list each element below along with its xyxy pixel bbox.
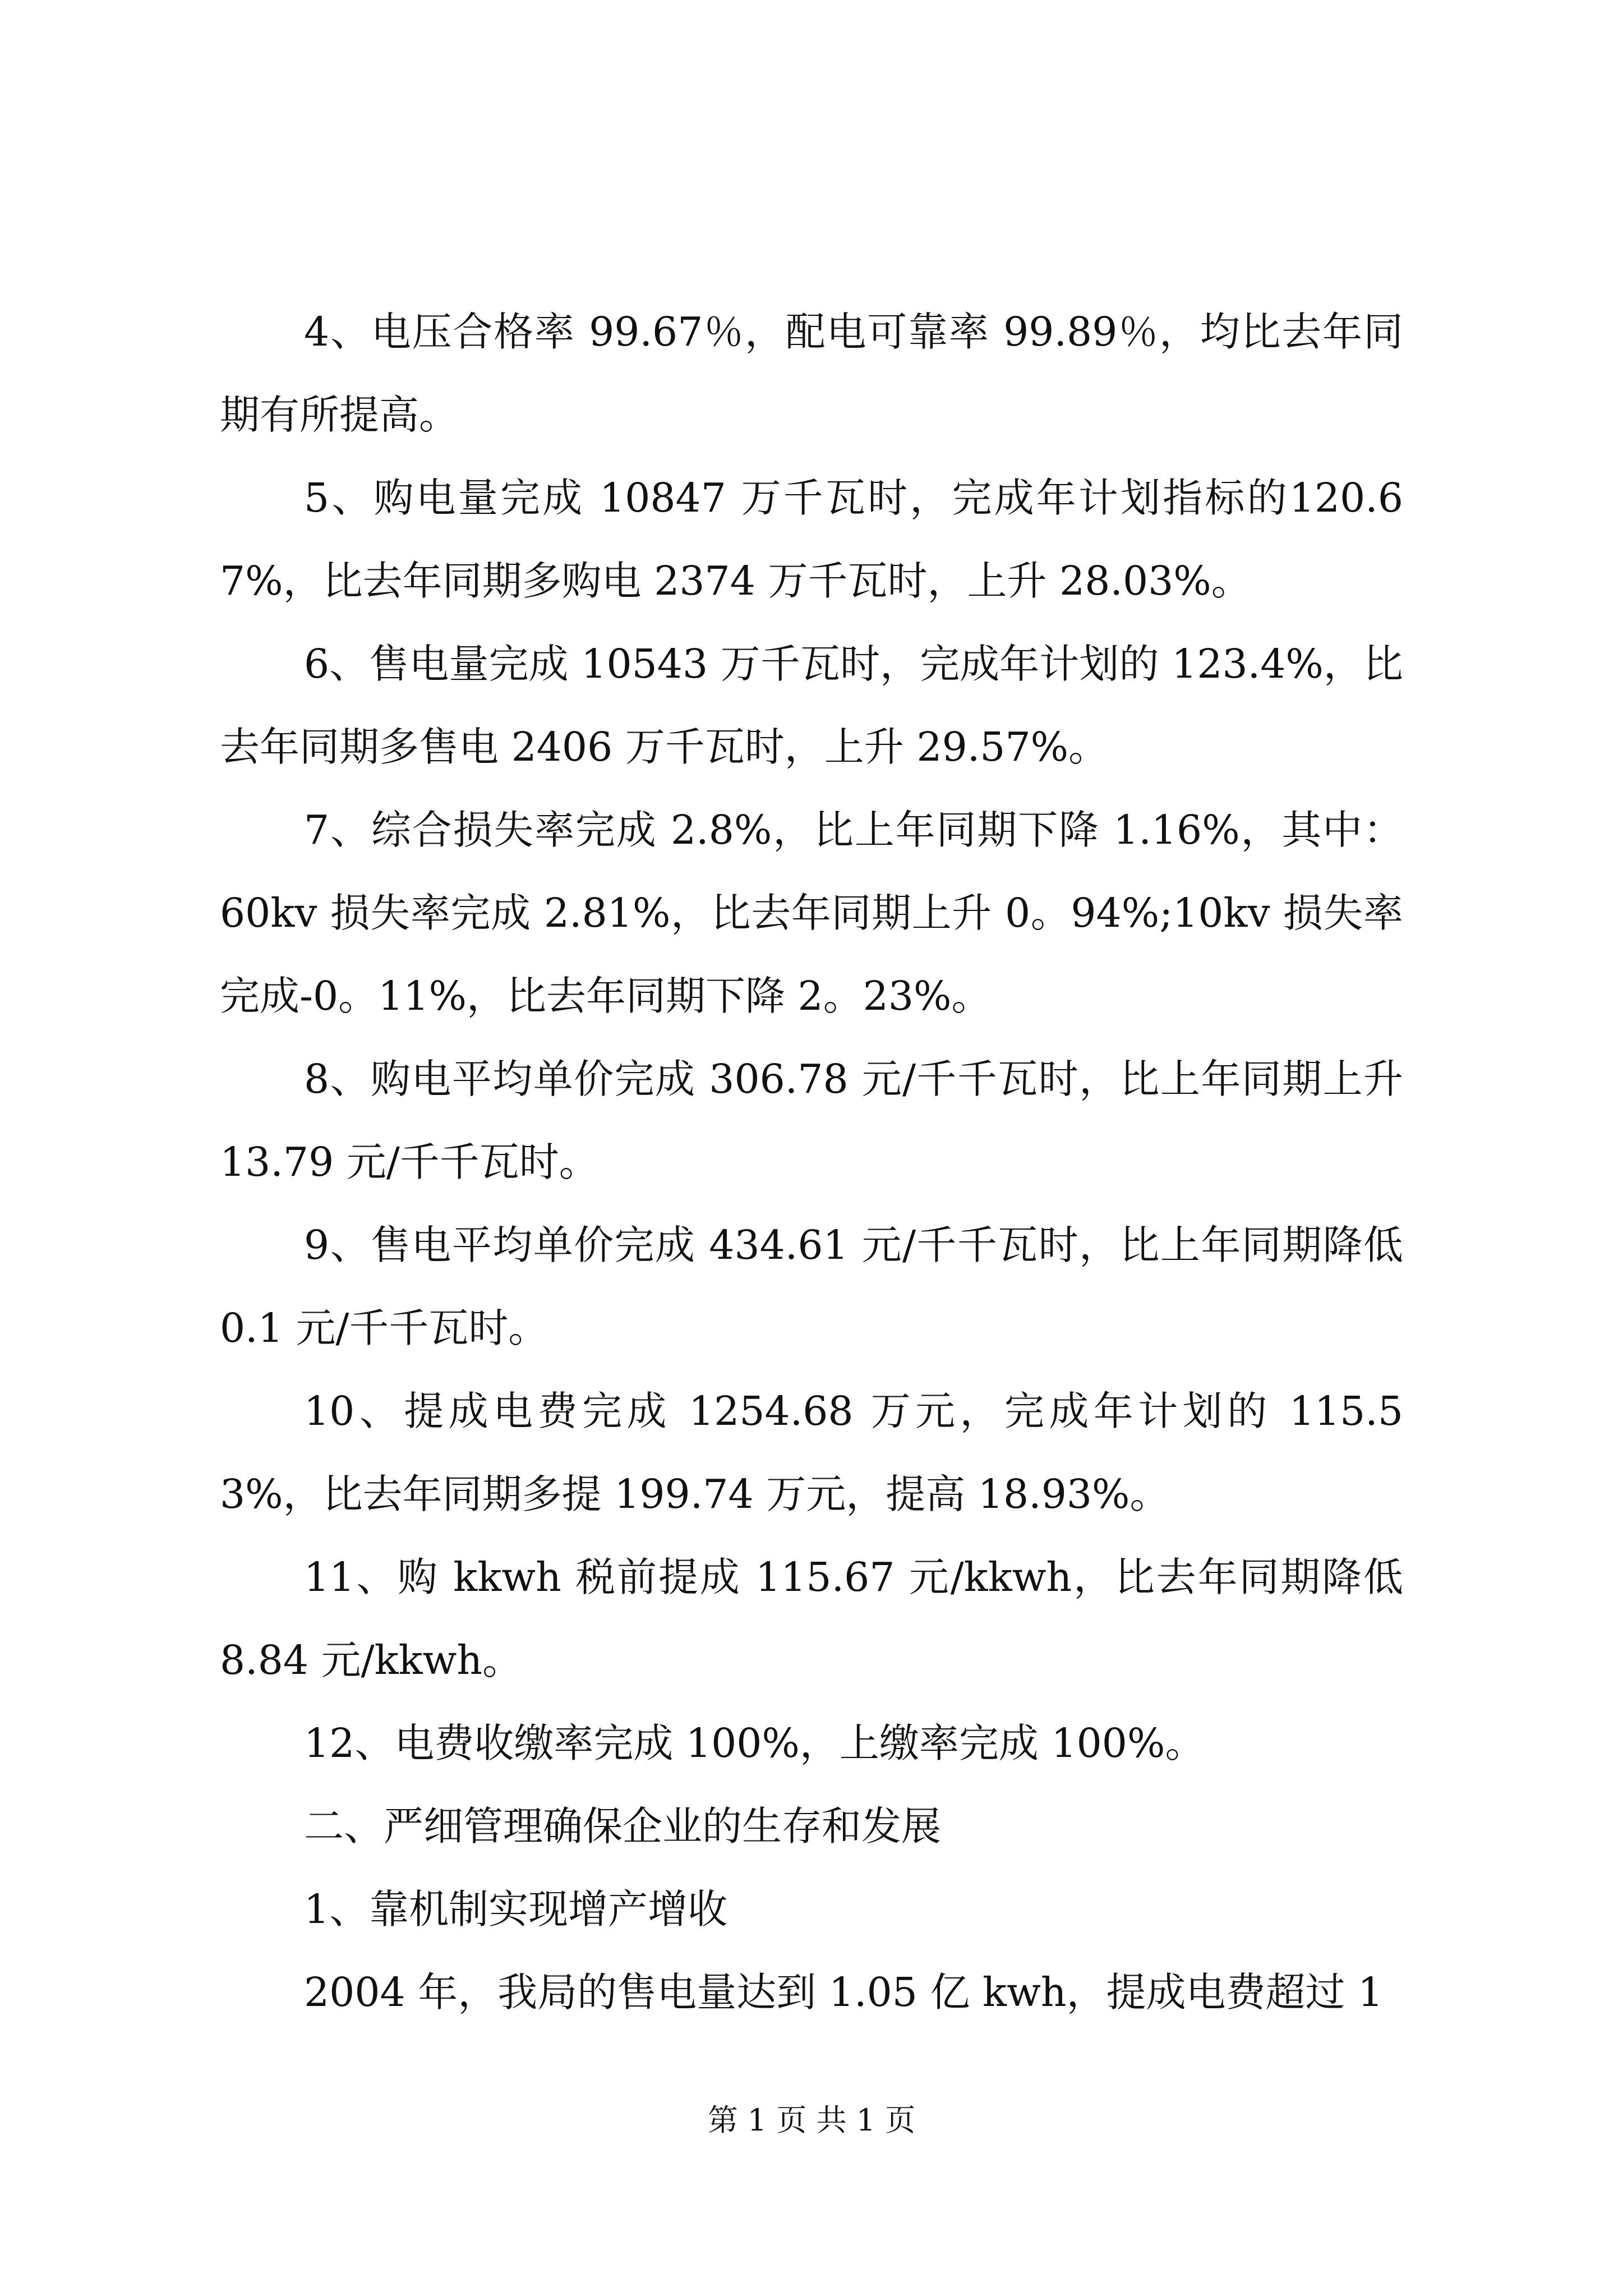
page-footer: 第 1 页 共 1 页	[707, 2102, 916, 2138]
section-heading-management: 二、严细管理确保企业的生存和发展	[304, 1803, 942, 1849]
paragraph-purchased-power: 5、购电量完成 10847 万千瓦时，完成年计划指标的120.67%，比去年同期多购电 2374 万千瓦时，上升 28.03%。	[220, 475, 1403, 604]
paragraph-sale-unit-price: 9、售电平均单价完成 434.61 元/千千瓦时，比上年同期降低 0.1 元/千千瓦时。	[220, 1222, 1403, 1351]
paragraph-collection-rate: 12、电费收缴率完成 100%，上缴率完成 100%。	[304, 1720, 1205, 1766]
paragraph-sold-power: 6、售电量完成 10543 万千瓦时，完成年计划的 123.4%，比去年同期多售电 2406 万千瓦时，上升 29.57%。	[220, 641, 1403, 770]
paragraph-voltage-reliability: 4、电压合格率 99.67％，配电可靠率 99.89％，均比去年同期有所提高。	[220, 309, 1403, 438]
paragraph-purchase-unit-price: 8、购电平均单价完成 306.78 元/千千瓦时，比上年同期上升 13.79 元/千千瓦时。	[220, 1056, 1403, 1185]
paragraph-kkwh-commission: 11、购 kkwh 税前提成 115.67 元/kkwh，比去年同期降低8.84 元/kkwh。	[220, 1554, 1403, 1683]
document-body	[220, 291, 1403, 2034]
paragraph-loss-rate: 7、综合损失率完成 2.8%，比上年同期下降 1.16%，其中：60kv 损失率完成 2.81%，比去年同期上升 0。94%;10kv 损失率完成-0。11%，比去年同期下降 2。23%。	[220, 807, 1403, 1019]
subsection-heading-mechanism: 1、靠机制实现增产增收	[304, 1886, 728, 1932]
paragraph-2004-sales: 2004 年，我局的售电量达到 1.05 亿 kwh，提成电费超过 1	[304, 1969, 1384, 2016]
paragraph-commission-fee: 10、提成电费完成 1254.68 万元，完成年计划的 115.53%，比去年同期多提 199.74 万元，提高 18.93%。	[220, 1388, 1403, 1517]
